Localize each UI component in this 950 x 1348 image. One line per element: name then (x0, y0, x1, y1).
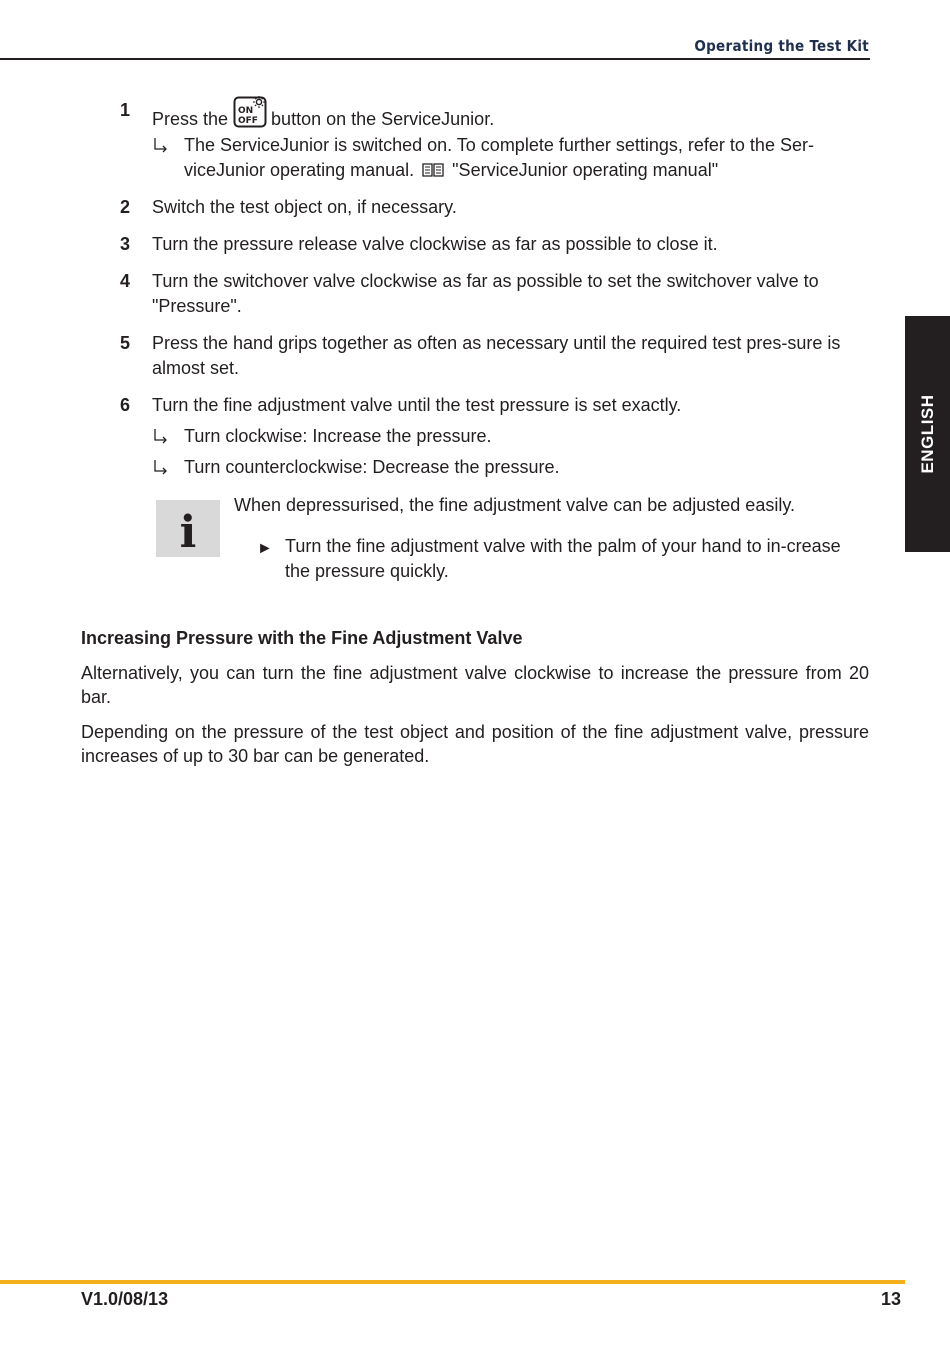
manual-reference: "ServiceJunior operating manual" (452, 160, 719, 180)
info-letter: i (179, 507, 197, 557)
result-text: Turn counterclockwise: Decrease the pressure. (184, 457, 560, 477)
result-arrow-icon (152, 458, 170, 476)
step-number: 5 (120, 333, 131, 353)
step-number: 4 (120, 271, 131, 291)
result-text: Turn clockwise: Increase the pressure. (184, 426, 492, 446)
manual-book-icon (421, 161, 445, 179)
section-heading: Increasing Pressure with the Fine Adjustment Valve (81, 628, 523, 648)
result-text (184, 133, 868, 183)
language-tab (905, 316, 950, 552)
result-text-main: The ServiceJunior is switched on. To complete further settings, refer to the Ser-viceJunior operating manual. (184, 135, 814, 180)
header-title: Operating the Test Kit (694, 37, 869, 55)
action-arrow-icon: ► (257, 540, 273, 557)
info-icon (156, 500, 220, 557)
paragraph: Alternatively, you can turn the fine adjustment valve clockwise to increase the pressure from 20 bar. (81, 663, 869, 707)
step-number: 6 (120, 395, 131, 415)
header-rule (0, 58, 870, 60)
footer-version: V1.0/08/13 (81, 1289, 169, 1309)
info-note-text: When depressurised, the fine adjustment valve can be adjusted easily. (234, 495, 795, 515)
step-text (152, 98, 868, 132)
step-text: Turn the pressure release valve clockwise as far as possible to close it. (152, 234, 718, 254)
language-tab-label: ENGLISH (917, 394, 937, 474)
step-text-after: button on the ServiceJunior. (271, 109, 495, 129)
step-text: Turn the fine adjustment valve until the test pressure is set exactly. (152, 395, 682, 415)
step-number: 2 (120, 197, 131, 217)
on-off-button-icon (233, 94, 267, 128)
step-number: 3 (120, 234, 131, 254)
step-number: 1 (120, 100, 131, 120)
step-text: Switch the test object on, if necessary. (152, 197, 457, 217)
step-text: Press the hand grips together as often as necessary until the required test pres-sure is almost set. (152, 333, 841, 378)
result-arrow-icon (152, 136, 170, 154)
off-label: OFF (238, 116, 258, 126)
result-arrow-icon (152, 427, 170, 445)
step-text-before: Press the (152, 109, 229, 129)
footer-rule (0, 1280, 905, 1284)
paragraph: Depending on the pressure of the test object and position of the fine adjustment valve, pressure increases of up to 30 bar can be generated. (81, 722, 869, 766)
info-action-text: Turn the fine adjustment valve with the palm of your hand to in-crease the pressure quickly. (285, 536, 841, 581)
step-text: Turn the switchover valve clockwise as far as possible to set the switchover valve to "Pressure". (152, 271, 819, 316)
on-label: ON (238, 106, 254, 116)
page-number: 13 (880, 1289, 901, 1309)
